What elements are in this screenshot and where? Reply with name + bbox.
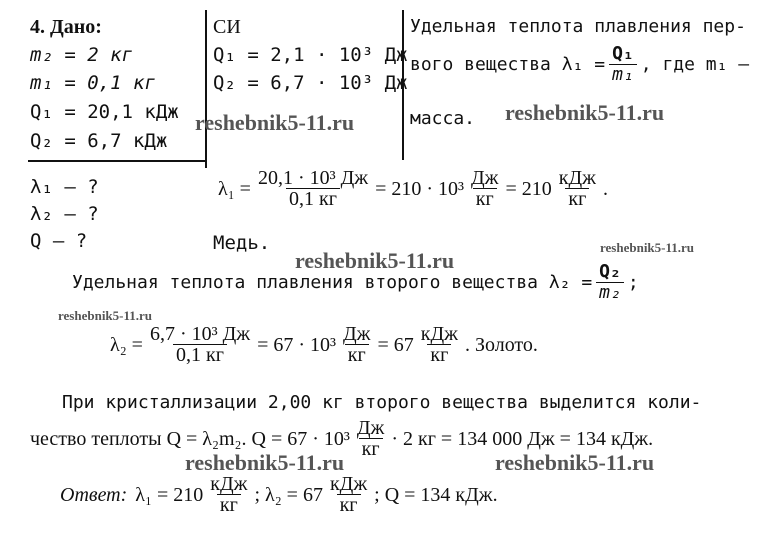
- given-item: m₁ = 0,1 кг: [30, 72, 156, 94]
- si-item: Q₂ = 6,7 · 10³ Дж: [213, 72, 408, 94]
- para-line1: При кристаллизации 2,00 кг второго вещества выделится коли-: [62, 392, 702, 413]
- fraction-numerator: Дж: [343, 323, 371, 345]
- si-header: СИ: [213, 16, 241, 38]
- fraction-denominator: кг: [427, 344, 451, 365]
- fraction-denominator: кг: [345, 344, 369, 365]
- para-line2-pre: чество теплоты Q = λ₂m₂. Q = 67 · 10³: [30, 427, 350, 450]
- watermark: reshebnik5-11.ru: [195, 110, 355, 135]
- watermark: reshebnik5-11.ru: [600, 240, 695, 255]
- answer-label: Ответ:: [60, 483, 128, 506]
- fraction-numerator: кДж: [558, 167, 596, 189]
- fraction-denominator: m₁: [609, 64, 637, 85]
- para-unit: [354, 418, 387, 459]
- watermark: reshebnik5-11.ru: [185, 450, 345, 475]
- calc1-unit2: [556, 168, 599, 209]
- answer-a3: ; Q = 134 кДж.: [374, 483, 498, 506]
- fraction-numerator: Дж: [471, 167, 499, 189]
- metal-copper: Медь.: [213, 232, 271, 254]
- fraction-numerator: Дж: [356, 417, 385, 439]
- table-rule-given: [28, 160, 206, 162]
- right-line2-pre: вого вещества λ₁ =: [410, 53, 606, 75]
- fraction-denominator: кг: [359, 438, 383, 459]
- answer-unit1: [207, 474, 250, 515]
- fraction-numerator: 6,7 · 10³ Дж: [149, 323, 251, 345]
- right-line1: Удельная теплота плавления пер-: [410, 16, 746, 37]
- lambda2-end: ;: [627, 271, 639, 293]
- find-item: λ₂ — ?: [30, 203, 99, 225]
- fraction-denominator: кг: [473, 188, 497, 209]
- right-fraction: [609, 44, 637, 85]
- lambda2-text: Удельная теплота плавления второго вещества λ₂ =: [72, 271, 593, 293]
- right-line2: [410, 44, 749, 85]
- fraction-denominator: 0,1 кг: [286, 188, 340, 209]
- calc2-fraction: [147, 324, 253, 365]
- fraction-denominator: кг: [337, 494, 361, 515]
- watermark: reshebnik5-11.ru: [58, 308, 153, 323]
- calc1-fraction: [255, 168, 371, 209]
- answer-a1: λ₁ = 210: [135, 483, 204, 506]
- calc1-pre: λ₁ =: [218, 177, 251, 200]
- watermark: reshebnik5-11.ru: [495, 450, 655, 475]
- fraction-numerator: кДж: [329, 473, 368, 495]
- calc-lambda1: [218, 168, 608, 209]
- fraction-numerator: кДж: [210, 473, 248, 495]
- lambda2-fraction: [596, 262, 624, 303]
- watermark: reshebnik5-11.ru: [505, 100, 665, 125]
- right-line3: масса.: [410, 108, 476, 129]
- si-item: Q₁ = 2,1 · 10³ Дж: [213, 44, 408, 66]
- calc1-unit1: [468, 168, 501, 209]
- calc2-unit1: [340, 324, 373, 365]
- answer-unit2: [327, 474, 370, 515]
- table-divider-given: [205, 10, 207, 168]
- given-item: Q₂ = 6,7 кДж: [30, 130, 168, 152]
- find-item: Q — ?: [30, 230, 88, 252]
- calc-lambda2: [110, 324, 538, 365]
- given-header: 4. Дано:: [30, 16, 102, 38]
- fraction-numerator: кДж: [420, 323, 458, 345]
- right-line2-post: , где m₁ —: [640, 53, 750, 75]
- calc2-mid: = 67 · 10³: [257, 333, 337, 356]
- calc2-end: . Золото.: [464, 333, 538, 356]
- calc2-unit2: [418, 324, 461, 365]
- calc2-eq: = 67: [377, 333, 414, 356]
- para-line2-post: · 2 кг = 134 000 Дж = 134 кДж.: [391, 427, 654, 450]
- watermark: reshebnik5-11.ru: [295, 248, 455, 273]
- fraction-denominator: 0,1 кг: [173, 344, 227, 365]
- fraction-numerator: Q₂: [599, 261, 621, 282]
- answer-a2: ; λ₂ = 67: [254, 483, 323, 506]
- given-item: m₂ = 2 кг: [30, 44, 133, 66]
- fraction-numerator: 20,1 · 10³ Дж: [257, 167, 369, 189]
- find-item: λ₁ — ?: [30, 176, 99, 198]
- calc2-pre: λ₂ =: [110, 333, 143, 356]
- answer-line: [60, 474, 498, 515]
- calc1-end: .: [602, 177, 608, 200]
- fraction-numerator: Q₁: [612, 43, 634, 64]
- calc1-mid: = 210 · 10³: [375, 177, 465, 200]
- calc1-eq: = 210: [505, 177, 552, 200]
- fraction-denominator: кг: [565, 188, 589, 209]
- given-item: Q₁ = 20,1 кДж: [30, 101, 179, 123]
- fraction-denominator: m₂: [596, 282, 624, 303]
- fraction-denominator: кг: [217, 494, 241, 515]
